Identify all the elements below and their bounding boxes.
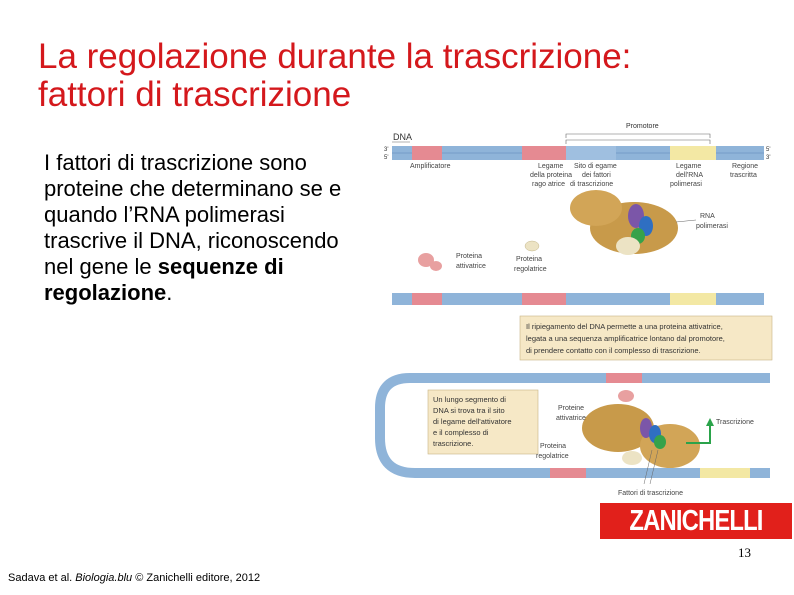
activator-site-label-2: della proteina [530,172,573,179]
activator-site-label-3: rago atrice [532,181,566,188]
loop-activator-site [550,468,586,478]
promoter-label: Promotore [626,123,659,130]
tf-label: Fattori di trascrizione [618,490,683,497]
bending-note-line-3: di prendere contatto con il complesso di trascrizione. [526,346,701,355]
bending-note-line-2: legata a una sequenza amplificatrice lontano dal promotore, [526,334,725,343]
loop-note-line-1: Un lungo segmento di [433,395,506,404]
loop-note-line-4: e il complesso di [433,428,489,437]
credit-publisher: © Zanichelli editore, 2012 [132,572,261,584]
transcription-label: Trascrizione [716,419,754,426]
regulator2-label-1: Proteina [540,443,567,450]
title-line-1: La regolazione durante la trascrizione: [38,37,632,76]
transcribed-label-1: Regione [732,163,759,170]
body-text-end: . [166,280,173,305]
loop-enhancer-region [606,373,642,383]
strand-5-right: 5' [766,147,771,153]
activator-label-1: Proteina [456,253,483,260]
activator-binding-site [522,146,566,160]
body-text-plain: I fattori di trascrizione sono proteine che determinano se e quando l’RNA polimerasi trascrive il DNA, riconoscendo nel gene le [44,150,342,279]
body-paragraph [44,150,374,306]
publisher-logo [600,503,792,539]
regulator-label-1: Proteina [516,256,543,263]
credit-book-title: Biologia.blu [75,572,133,584]
transcribed-region [670,146,716,160]
tf-site-label-1: Sito di egame [574,163,617,170]
rna-pol-label-1: RNA [700,213,715,220]
enhancer-region-2 [412,293,442,305]
loop-note-line-2: DNA si trova tra il sito [433,406,505,415]
activator-site-label-1: Legame [538,163,564,170]
tf-binding-site [566,146,616,160]
dna-label: DNA [393,132,413,142]
activator2-label-2: attivatrice [556,415,586,422]
regulator2-label-2: regolatrice [536,453,569,460]
slide-title [38,38,778,114]
credit-line [8,572,260,584]
pol-site-label-2: dell'RNA [676,172,704,179]
loop-note-line-3: di legame dell'attivatore [433,417,512,426]
publisher-logo-text: ZANICHELLI [629,505,763,537]
enhancer-label: Amplificatore [410,163,451,170]
transcribed-region-2 [670,293,716,305]
strand-3-right: 3' [766,155,771,161]
transcription-factor-diagram [370,123,780,508]
credit-authors: Sadava et al. [8,572,76,584]
loop-note-line-5: trascrizione. [433,439,474,448]
pol-site-label-3: polimerasi [670,181,702,188]
activator-label-2: attivatrice [456,263,486,270]
enhancer-region [412,146,442,160]
activator-site-2 [522,293,566,305]
regulator-label-2: regolatrice [514,266,547,273]
transcribed-label-2: trascritta [730,172,757,179]
tf-site-label-2: dei fattori [582,172,611,179]
loop-transcribed-region [700,468,750,478]
strand-3-label: 3' [384,147,389,153]
activator2-label-1: Proteine [558,405,585,412]
pol-site-label-1: Legame [676,163,702,170]
page-number: 13 [738,545,751,560]
strand-5-label: 5' [384,155,389,161]
bending-note-line-1: Il ripiegamento del DNA permette a una proteina attivatrice, [526,322,723,331]
regulator-protein-icon [525,241,539,251]
title-line-2: fattori di trascrizione [38,75,352,114]
tf-site-label-3: di trascrizione [570,181,614,188]
body-text-bold: sequenze di regolazione [44,254,284,305]
rna-pol-label-2: polimerasi [696,223,728,230]
